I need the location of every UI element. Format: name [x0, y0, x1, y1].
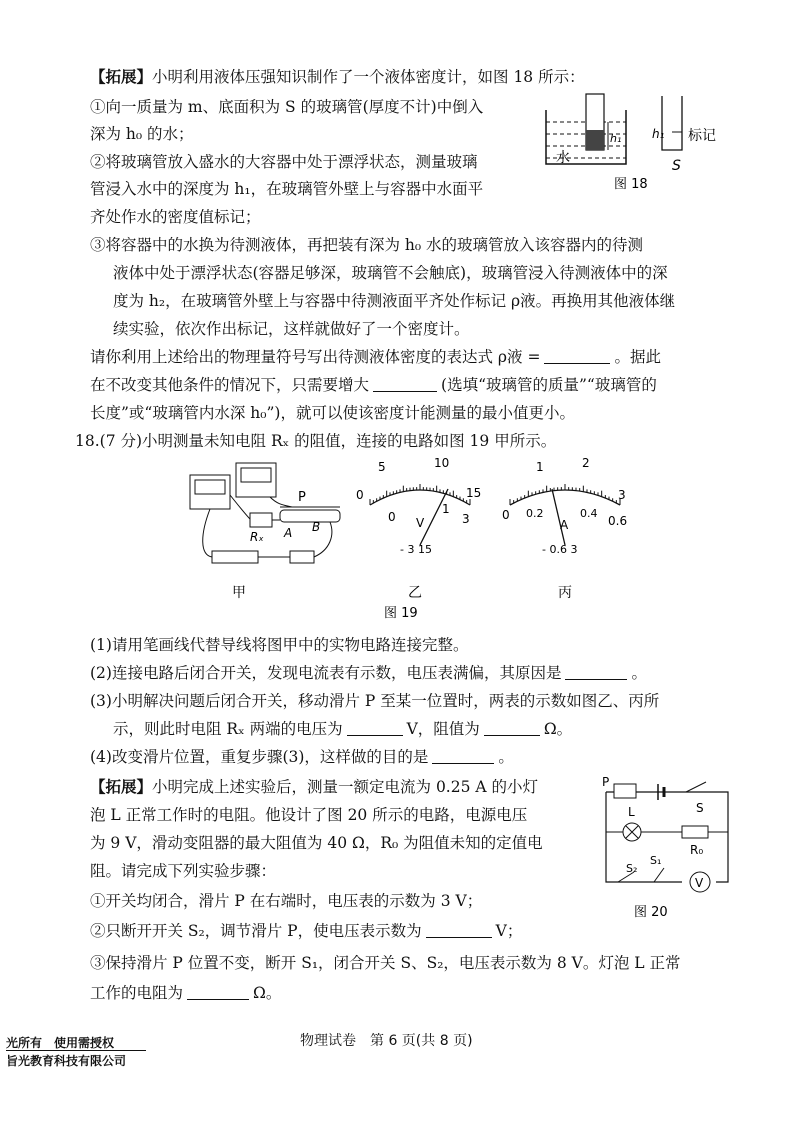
q18-p2-text: (2)连接电路后闭合开关，发现电流表有示数，电压表满偏，其原因是	[90, 664, 562, 682]
answer-blank-resistance[interactable]	[484, 719, 540, 736]
terminal-A-label: A	[284, 526, 293, 540]
a-tick-2: 2	[582, 456, 590, 470]
a-tick-0.2: 0.2	[526, 507, 544, 520]
v-terminals: - 3 15	[400, 543, 432, 556]
a-scale-ticks	[510, 484, 620, 505]
ext1-step2a: ②将玻璃管放入盛水的大容器中处于漂浮状态，测量玻璃	[90, 153, 478, 171]
a-tick-0.4: 0.4	[580, 507, 598, 520]
label-bing: 丙	[558, 585, 572, 601]
q18-part3a: (3)小明解决问题后闭合开关，移动滑片 P 至某一位置时，两表的示数如图乙、丙所	[90, 692, 660, 710]
ext2-step3: ③保持滑片 P 位置不变，断开 S₁，闭合开关 S、S₂，电压表示数为 8 V。灯泡 L 正常	[90, 954, 681, 972]
ext1-tag: 【拓展】	[90, 67, 153, 86]
h1-side-label: h₁	[652, 127, 665, 141]
a-terminals: - 0.6 3	[542, 543, 578, 556]
ext2-step1: ①开关均闭合，滑片 P 在右端时，电压表的示数为 3 V；	[90, 892, 483, 910]
page-footer-title: 物理试卷 第 6 页(共 8 页)	[300, 1033, 473, 1049]
a-end-0.6: 0.6	[608, 514, 628, 528]
ext1-qb-text: 在不改变其他条件的情况下，只需要增大	[90, 376, 370, 394]
ext2-line2: 泡 L 正常工作时的电阻。他设计了图 20 所示的电路，电源电压	[90, 806, 528, 824]
a-pointer	[552, 489, 565, 545]
answer-blank-purpose[interactable]	[432, 747, 494, 764]
rheostat-20	[614, 784, 636, 798]
ext1-step3b: 液体中处于漂浮状态(容器足够深，玻璃管不会触底)，玻璃管浸入待测液体中的深	[113, 264, 668, 282]
v-tick-5: 5	[378, 460, 386, 474]
ext1-question-c: 长度”或“玻璃管内水深 h₀”)，就可以使该密度计能测量的最小值更小。	[90, 404, 575, 422]
tube-side-view	[662, 96, 682, 150]
ext2-tag: 【拓展】	[90, 777, 153, 796]
figure-19-caption: 图 19	[384, 606, 418, 621]
figure-18-caption: 图 18	[614, 177, 648, 192]
ext1-intro-line	[90, 64, 585, 90]
terminal-B-label: B	[312, 520, 321, 534]
rx-label: Rₓ	[250, 530, 264, 544]
fig20-S: S	[696, 801, 704, 815]
ext1-step2b: 管浸入水中的深度为 h₁，在玻璃管外壁上与容器中水面平	[90, 180, 484, 198]
q18-p3b-end: Ω。	[543, 720, 573, 738]
ext1-step1b: 深为 h₀ 的水；	[90, 125, 194, 143]
ext2-s4-text: 工作的电阻为	[90, 984, 184, 1002]
fig20-V: V	[695, 876, 704, 890]
v-tick-2: 1	[442, 502, 450, 516]
a-unit: A	[560, 518, 569, 532]
figure-20	[598, 772, 738, 922]
ext2-step2	[90, 918, 522, 944]
label-yi: 乙	[408, 585, 422, 601]
ext1-qa-text: 请你利用上述给出的物理量符号写出待测液体密度的表达式 ρ液 =	[90, 348, 541, 366]
ext1-step1a: ①向一质量为 m、底面积为 S 的玻璃管(厚度不计)中倒入	[90, 98, 484, 116]
resistor-rx	[250, 513, 272, 527]
v-scale-arc	[370, 490, 470, 505]
area-S-label: S	[672, 158, 681, 174]
v-end-3: 3	[462, 512, 470, 526]
resistor-R0	[682, 826, 708, 838]
q18-part3b	[113, 716, 572, 742]
v-end-15: 15	[466, 486, 482, 500]
v-unit: V	[416, 516, 425, 530]
ext1-question-a	[90, 344, 661, 370]
ext1-qb-end: (选填“玻璃管的质量”“玻璃管的	[441, 376, 657, 394]
v-scale-ticks	[370, 484, 470, 505]
q18-p3b-mid: V，阻值为	[406, 720, 480, 738]
ext1-step3a: ③将容器中的水换为待测液体，再把装有深为 h₀ 水的玻璃管放入该容器内的待测	[90, 236, 644, 254]
ext1-qa-end: 。据此	[614, 348, 661, 366]
figure-19	[180, 455, 650, 620]
a-end-3: 3	[618, 488, 626, 502]
figure-20-caption: 图 20	[634, 905, 668, 920]
water-label: 水	[556, 150, 570, 166]
answer-blank-increase[interactable]	[373, 375, 437, 392]
ammeter-bing	[502, 456, 627, 601]
v-tick-1: 0	[388, 510, 396, 524]
battery	[212, 551, 258, 563]
switch-S	[686, 782, 706, 792]
answer-blank-reason[interactable]	[565, 663, 627, 680]
fig20-S1: S₁	[650, 854, 662, 867]
circuit-jia	[190, 463, 340, 601]
a-scale-arc	[510, 490, 620, 505]
label-jia: 甲	[232, 585, 246, 601]
ext1-intro: 小明利用液体压强知识制作了一个液体密度计，如图 18 所示：	[152, 68, 585, 86]
ext2-s4-end: Ω。	[253, 984, 282, 1002]
fig20-R0: R₀	[690, 843, 704, 857]
q18-p4-end: 。	[498, 748, 514, 766]
ext2-line1	[90, 774, 538, 800]
ext2-line4: 阻。请完成下列实验步骤：	[90, 862, 277, 880]
ext1-question-b	[90, 372, 657, 398]
switch-S1	[654, 868, 664, 882]
answer-blank-voltage[interactable]	[347, 719, 403, 736]
q18-head: 18.(7 分)小明测量未知电阻 Rₓ 的阻值，连接的电路如图 19 甲所示。	[75, 432, 557, 450]
a-tick-1: 1	[536, 460, 544, 474]
answer-blank-voltmeter[interactable]	[426, 921, 492, 938]
ext2-step4	[90, 980, 281, 1006]
q18-part4	[90, 744, 514, 770]
q18-part2	[90, 660, 647, 686]
answer-blank-density[interactable]	[544, 347, 610, 364]
ext2-l1: 小明完成上述实验后，测量一额定电流为 0.25 A 的小灯	[152, 778, 539, 796]
rheostat	[280, 510, 340, 522]
fig20-P: P	[602, 775, 610, 789]
v-tick-10: 10	[434, 456, 450, 470]
copyright-divider	[6, 1050, 146, 1051]
copyright-line2: 旨光教育科技有限公司	[6, 1054, 127, 1068]
ext1-step3c: 度为 h₂，在玻璃管外壁上与容器中待测液面平齐处作标记 ρ液。再换用其他液体继	[113, 292, 676, 310]
copyright-line1: 光所有 使用需授权	[6, 1036, 115, 1050]
mark-label: 标记	[688, 128, 716, 144]
ext2-line3: 为 9 V，滑动变阻器的最大阻值为 40 Ω，R₀ 为阻值未知的定值电	[90, 834, 543, 852]
ext2-s2-end: V；	[495, 922, 523, 940]
tube-water	[586, 130, 604, 150]
slider-P-label: P	[298, 490, 306, 505]
fig20-S2: S₂	[626, 862, 638, 875]
v-end-0-top: 0	[356, 488, 364, 502]
q18-p3b-text: 示，则此时电阻 Rₓ 两端的电压为	[113, 720, 343, 738]
ext1-step3d: 续实验，依次作出标记，这样就做好了一个密度计。	[113, 320, 470, 338]
figure-18	[540, 92, 740, 192]
voltmeter-yi	[356, 456, 481, 601]
a-end-0: 0	[502, 508, 510, 522]
switch-jia	[290, 551, 314, 563]
answer-blank-bulb-resistance[interactable]	[187, 983, 249, 1000]
h1-label: h₁	[610, 132, 622, 145]
ext2-s2-text: ②只断开开关 S₂，调节滑片 P，使电压表示数为	[90, 922, 422, 940]
q18-p4-text: (4)改变滑片位置，重复步骤(3)，这样做的目的是	[90, 748, 429, 766]
ext1-step2c: 齐处作水的密度值标记；	[90, 208, 261, 226]
q18-p2-end: 。	[631, 664, 647, 682]
q18-part1: (1)请用笔画线代替导线将图甲中的实物电路连接完整。	[90, 636, 469, 654]
fig20-L: L	[628, 805, 635, 819]
